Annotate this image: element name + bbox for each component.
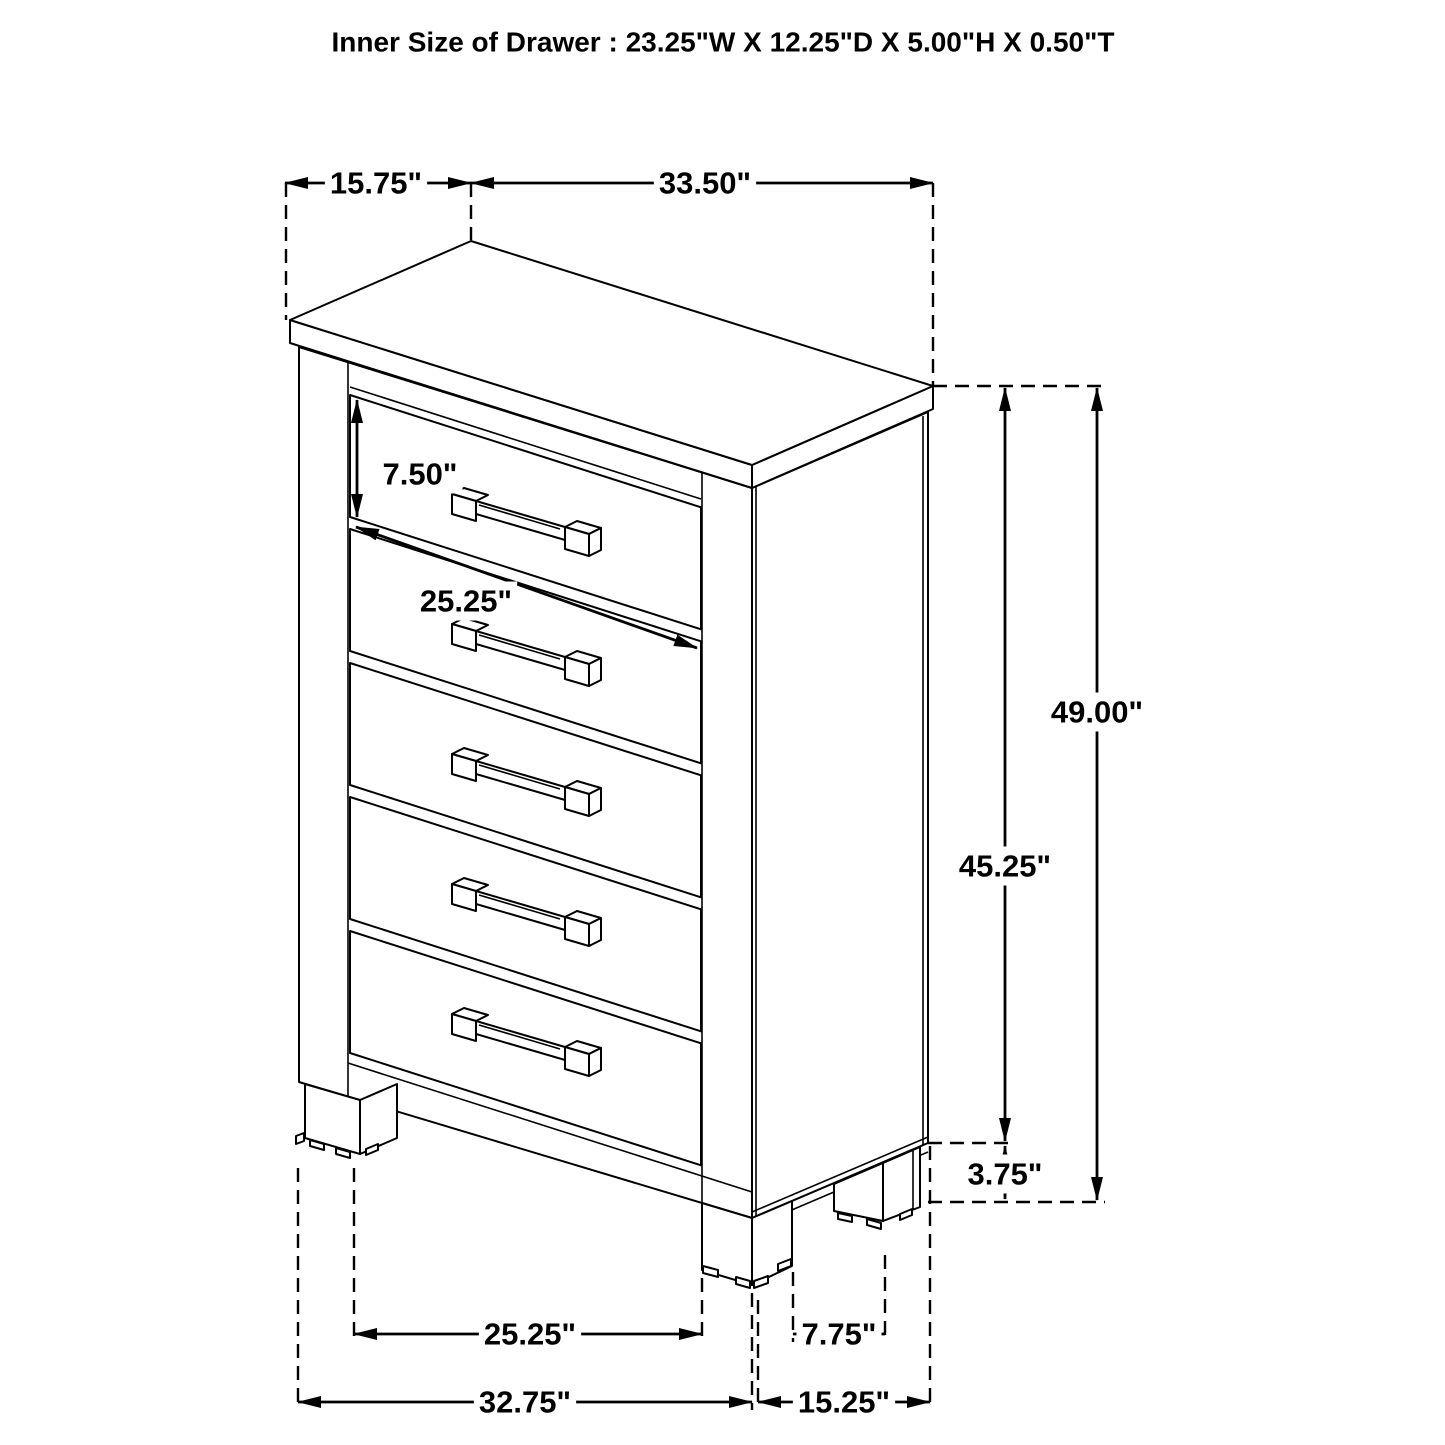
dim-label-base-depth: 15.25" <box>797 1384 891 1420</box>
dim-label-opening-width: 25.25" <box>483 1316 577 1352</box>
drawer-handle-shape <box>589 528 601 556</box>
front-left-leg <box>296 1084 397 1158</box>
drawer-handle-shape <box>589 1048 601 1076</box>
case-side-panel <box>752 412 928 1218</box>
dim-label-leg-height: 3.75" <box>967 1156 1043 1192</box>
drawer-handle-shape <box>589 658 601 686</box>
dim-label-top-depth: 15.75" <box>329 165 423 201</box>
front-left-leg-shape <box>296 1133 304 1144</box>
dim-label-drawer-height: 7.50" <box>382 456 458 492</box>
dim-label-overall-height: 49.00" <box>1050 694 1144 730</box>
chest-drawing <box>290 241 933 1288</box>
dim-label-top-width: 33.50" <box>658 165 752 201</box>
dim-label-case-height: 45.25" <box>958 848 1052 884</box>
dim-label-base-width: 32.75" <box>478 1384 572 1420</box>
dim-label-drawer-width: 25.25" <box>419 583 513 619</box>
drawer-handle-shape <box>589 918 601 946</box>
dim-label-leg-depth: 7.75" <box>801 1316 877 1352</box>
drawer-handle-shape <box>589 788 601 816</box>
diagram-title: Inner Size of Drawer : 23.25"W X 12.25"D X 5.00"H X 0.50"T <box>331 26 1115 58</box>
